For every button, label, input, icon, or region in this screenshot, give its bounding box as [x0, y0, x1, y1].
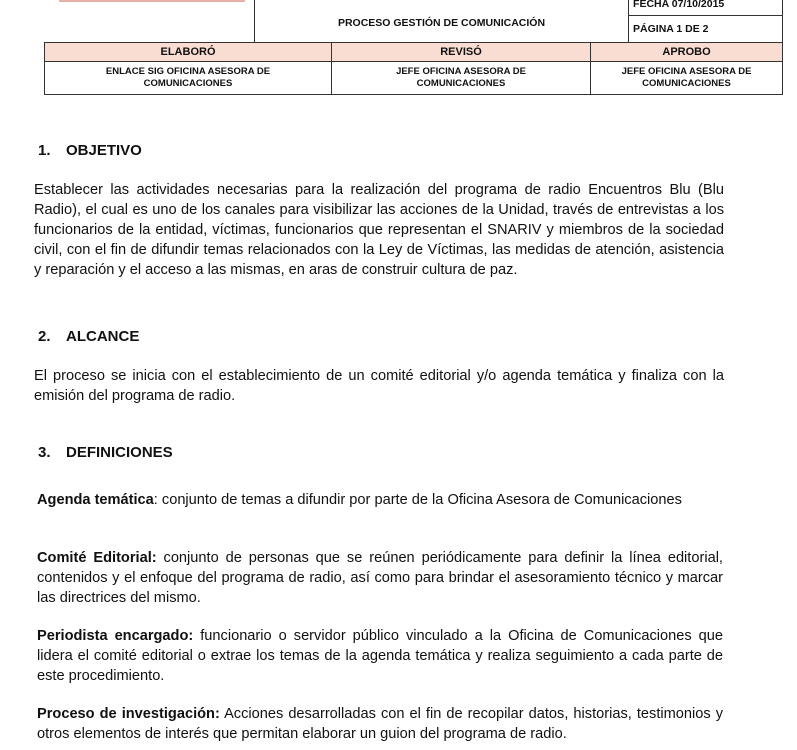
section-heading-alcance: 2. ALCANCE	[38, 328, 140, 345]
column-header-reviso: REVISÓ	[332, 43, 591, 62]
column-header-elaboro: ELABORÓ	[45, 43, 332, 62]
definition-proceso-investigacion: Proceso de investigación: Acciones desarrolladas con el fin de recopilar datos, historias, testimonios y otros elementos de interés que permitan elaborar un guion del programa de radio.	[37, 706, 724, 742]
date-page-cell	[629, 0, 783, 43]
section-heading-objetivo: 1. OBJETIVO	[38, 142, 142, 159]
page-number: PÁGINA 1 DE 2	[633, 23, 709, 35]
document-header-table	[44, 0, 783, 95]
document-date: FECHA 07/10/2015	[629, 0, 782, 16]
definition-agenda-tematica: Agenda temática: conjunto de temas a difundir por parte de la Oficina Asesora de Comunicaciones	[37, 492, 682, 508]
signer-elaboro: ENLACE SIG OFICINA ASESORA DE COMUNICACIONES	[45, 62, 332, 95]
definition-comite-editorial: Comité Editorial: conjunto de personas que se reúnen periódicamente para definir la línea editorial, contenidos y el enfoque del programa de radio, así como para brindar el asesoramiento técnico y marcar las directrices del mismo.	[37, 550, 723, 606]
definition-periodista-encargado: Periodista encargado: funcionario o servidor público vinculado a la Oficina de Comunicaciones que lidera el comité editorial o extrae los temas de la agenda temática y realiza seguimiento a cada parte de este procedimiento.	[37, 628, 723, 684]
signer-aprobo: JEFE OFICINA ASESORA DE COMUNICACIONES	[591, 62, 783, 95]
objetivo-text: Establecer las actividades necesarias para la realización del programa de radio Encuentros Blu (Blu Radio), el cual es uno de los canales para visibilizar las acciones de la Unidad, través de entrevistas a los funcionarios de la entidad, víctimas, funcionarios que representan el SNARIV y miembros de la sociedad civil, con el fin de difundir temas relacionados con la Ley de Víctimas, las medidas de atención, asistencia y reparación y el acceso a las mismas, en aras de construir cultura de paz.	[34, 182, 724, 278]
logo-area	[45, 0, 255, 43]
alcance-text: El proceso se inicia con el establecimiento de un comité editorial y/o agenda temática y finaliza con la emisión del programa de radio.	[34, 368, 724, 404]
column-header-aprobo: APROBO	[591, 43, 783, 62]
signer-reviso: JEFE OFICINA ASESORA DE COMUNICACIONES	[332, 62, 591, 95]
process-name: PROCESO GESTIÓN DE COMUNICACIÓN	[255, 0, 629, 43]
logo-strip	[59, 0, 245, 2]
section-heading-definiciones: 3. DEFINICIONES	[38, 444, 173, 461]
